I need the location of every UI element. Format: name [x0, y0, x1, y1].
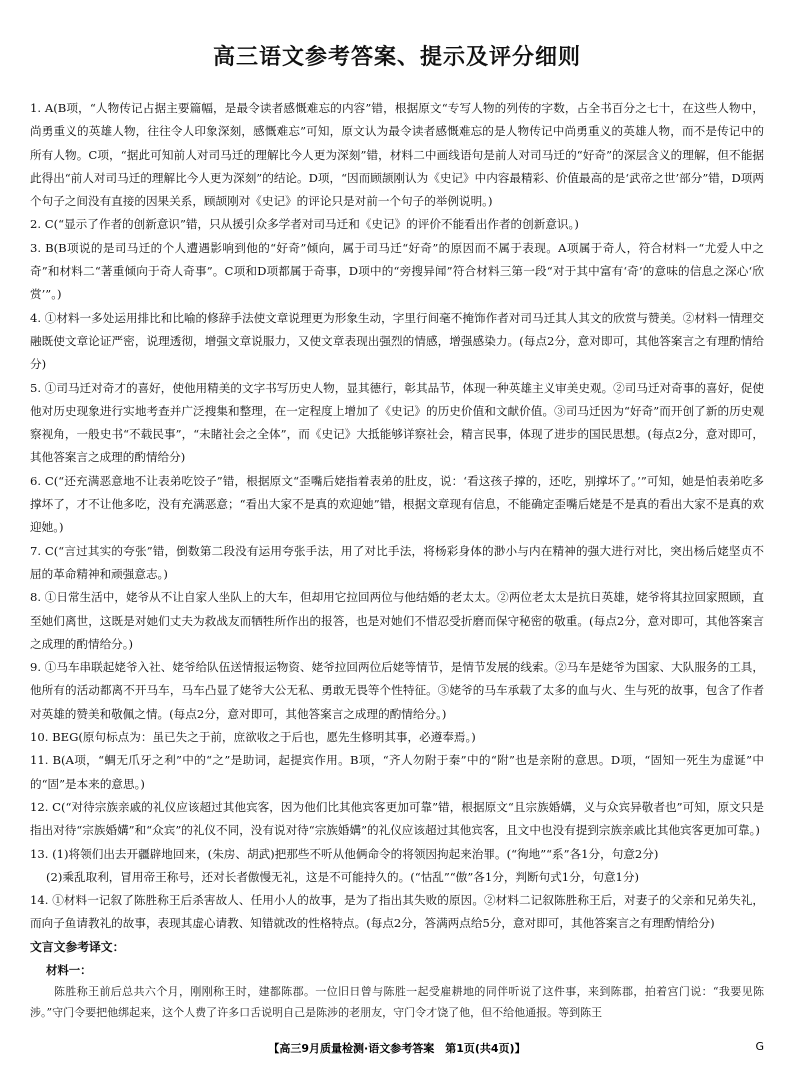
translation-paragraph: 陈胜称王前后总共六个月，刚刚称王时，建都陈郡。一位旧日曾与陈胜一起受雇耕地的同伴听说了这件事，来到陈郡，拍着宫门说：“我要见陈涉。”守门令要把他绑起来，这个人费了许多口舌说明自己是陈涉的老朋友，守门令才饶了他，但不给他通报。等到陈王 [30, 984, 764, 1020]
answer-item-9: 9. ①马车串联起姥爷入社、姥爷给队伍送情报运物资、姥爷拉回两位后姥等情节，是情节发展的线索。②马车是姥爷为国家、大队服务的工具，他所有的活动都离不开马车，马车凸显了姥爷大公无私、勇敢无畏等个性特征。③姥爷的马车承载了太多的血与火、生与死的故事，包含了作者对英雄的赞美和敬佩之情。(每点2分，意对即可，其他答案言之成理的酌情给分。) [30, 660, 764, 721]
page-title: 高三语文参考答案、提示及评分细则 [212, 45, 581, 70]
paper-version-letter: G [755, 1040, 764, 1053]
answer-item-1: 1. A(B项，“人物传记占据主要篇幅，是最令读者感慨难忘的内容”错，根据原文“专写人物的列传的字数，占全书百分之七十，在这些人物中，尚勇重义的英雄人物，往往令人印象深刻，感慨难忘”可知，原文认为最令读者感慨难忘的是人物传记中尚勇重义的英雄人物，而不是传记中的所有人物。C项，“据此可知前人对司马迁的理解比今人更为深刻”错，材料二中画线语句是前人对司马迁的“好奇”的深层含义的理解，但不能据此得出“前人对司马迁的理解比今人更为深刻”的结论。D项，“因而顾颉刚认为《史记》中内容最精彩、价值最高的是‘武帝之世’部分”错，D项两个句子之间没有直接的因果关系，顾颉刚对《史记》的评论只是对前一个句子的举例说明。) [30, 101, 764, 209]
answer-item-7: 7. C(“言过其实的夸张”错，倒数第二段没有运用夸张手法，用了对比手法，将杨彩身体的渺小与内在精神的强大进行对比，突出杨后姥坚贞不屈的革命精神和顽强意志。) [30, 543, 764, 581]
answer-item-12: 12. C(“对待宗族亲戚的礼仪应该超过其他宾客，因为他们比其他宾客更加可靠”错，根据原文“且宗族婚媾，义与众宾异敬者也”可知，原文只是指出对待“宗族婚媾”和“众宾”的礼仪不同，没有说对待“宗族婚媾”的礼仪应该超过其他宾客，且文中也没有提到宗族亲戚比其他宾客更加可靠。) [30, 799, 764, 838]
answer-item-13-part1: 13. (1)将领们出去开疆辟地回来，(朱房、胡武)把那些不听从他俩命令的将领因拘起来治罪。(“徇地”“系”各1分，句意2分) [30, 846, 659, 861]
answer-item-8: 8. ①日常生活中，姥爷从不让自家人坐队上的大车，但却用它拉回两位与他结婚的老太太。②两位老太太是抗日英雄，姥爷将其拉回家照顾，直至她们离世，这既是对她们丈夫为救战友而牺牲所作出的报答，也是对她们不惜忍受折磨而保守秘密的敬重。(每点2分，意对即可，其他答案言之成理的酌情给分。) [30, 590, 764, 651]
answer-item-5: 5. ①司马迁对奇才的喜好，使他用精美的文字书写历史人物，显其德行，彰其品节，体现一种英雄主义审美史观。②司马迁对奇事的喜好，促使他对历史现象进行实地考查并广泛搜集和整理，在一定程度上增加了《史记》的历史价值和文献价值。③司马迁因为“好奇”而开创了新的历史观察视角，一般史书“不载民事”，“未睹社会之全体”，而《史记》大抵能够详察社会，精言民事，体现了进步的国民思想。(每点2分，意对即可，其他答案言之成理的酌情给分) [30, 380, 764, 465]
answer-list [30, 97, 764, 936]
answer-item-3: 3. B(B项说的是司马迁的个人遭遇影响到他的“好奇”倾向，属于司马迁“好奇”的原因而不属于表现。A项属于奇人，符合材料一“尤爱人中之奇”和材料二“著重倾向于奇人奇事”。C项和D项都属于奇事，D项中的“旁搜异闻”符合材料三第一段“对于其中富有‘奇’的意味的信息之深心‘欣赏’”。) [30, 240, 764, 302]
answer-item-13-part2: (2)乘乱取利，冒用帝王称号，还对长者傲慢无礼，这是不可能持久的。(“怙乱”“傲”各1分，判断句式1分，句意1分) [46, 869, 640, 884]
page-footer: 【高三9月质量检测·语文参考答案 第1页(共4页)】 [268, 1042, 526, 1055]
material-one-heading: 材料一： [46, 962, 92, 977]
translation-section [30, 936, 764, 1024]
answer-item-11: 11. B(A项，“蜩无爪牙之利”中的“之”是助词，起提宾作用。B项，“齐人勿附于秦”中的“附”也是亲附的意思。D项，“固知一死生为虚诞”中的“固”是本来的意思。) [30, 753, 764, 791]
answer-item-4: 4. ①材料一多处运用排比和比喻的修辞手法使文章说理更为形象生动，字里行间毫不掩饰作者对司马迁其人其文的欣赏与赞美。②材料一情理交融既使文章论证严密，说理透彻，增强文章说服力，又使文章表现出强烈的情感，增强感染力。(每点2分，意对即可，其他答案言之有理酌情给分) [30, 310, 764, 372]
answer-item-14: 14. ①材料一记叙了陈胜称王后杀害故人、任用小人的故事，是为了指出其失败的原因。②材料二记叙陈胜称王后，对妻子的父亲和兄弟失礼，而向子鱼请教礼的故事，表现其虚心请教、知错就改的性格特点。(每点2分，答满两点给5分，意对即可，其他答案言之有理酌情给分) [30, 893, 764, 931]
answer-item-10: 10. BEG(原句标点为：虽已失之于前，庶欲收之于后也，愿先生修明其事，必遵奉焉。) [30, 730, 476, 745]
answer-item-2: 2. C(“显示了作者的创新意识”错，只从援引众多学者对司马迁和《史记》的评价不能看出作者的创新意识。) [30, 217, 579, 232]
answer-item-13 [30, 843, 764, 890]
translation-heading: 文言文参考译文： [30, 939, 125, 954]
answer-item-6: 6. C(“还充满恶意地不让表弟吃饺子”错，根据原文“歪嘴后姥指着表弟的肚皮，说：‘看这孩子撑的，还吃，别撑坏了。’”可知，她是怕表弟吃多撑坏了，才不让他多吃，没有充满恶意；“看出大家不是真的欢迎她”错，根据文章现有信息，不能确定歪嘴后姥是不是真的看出大家不是真的欢迎她。) [30, 473, 764, 535]
